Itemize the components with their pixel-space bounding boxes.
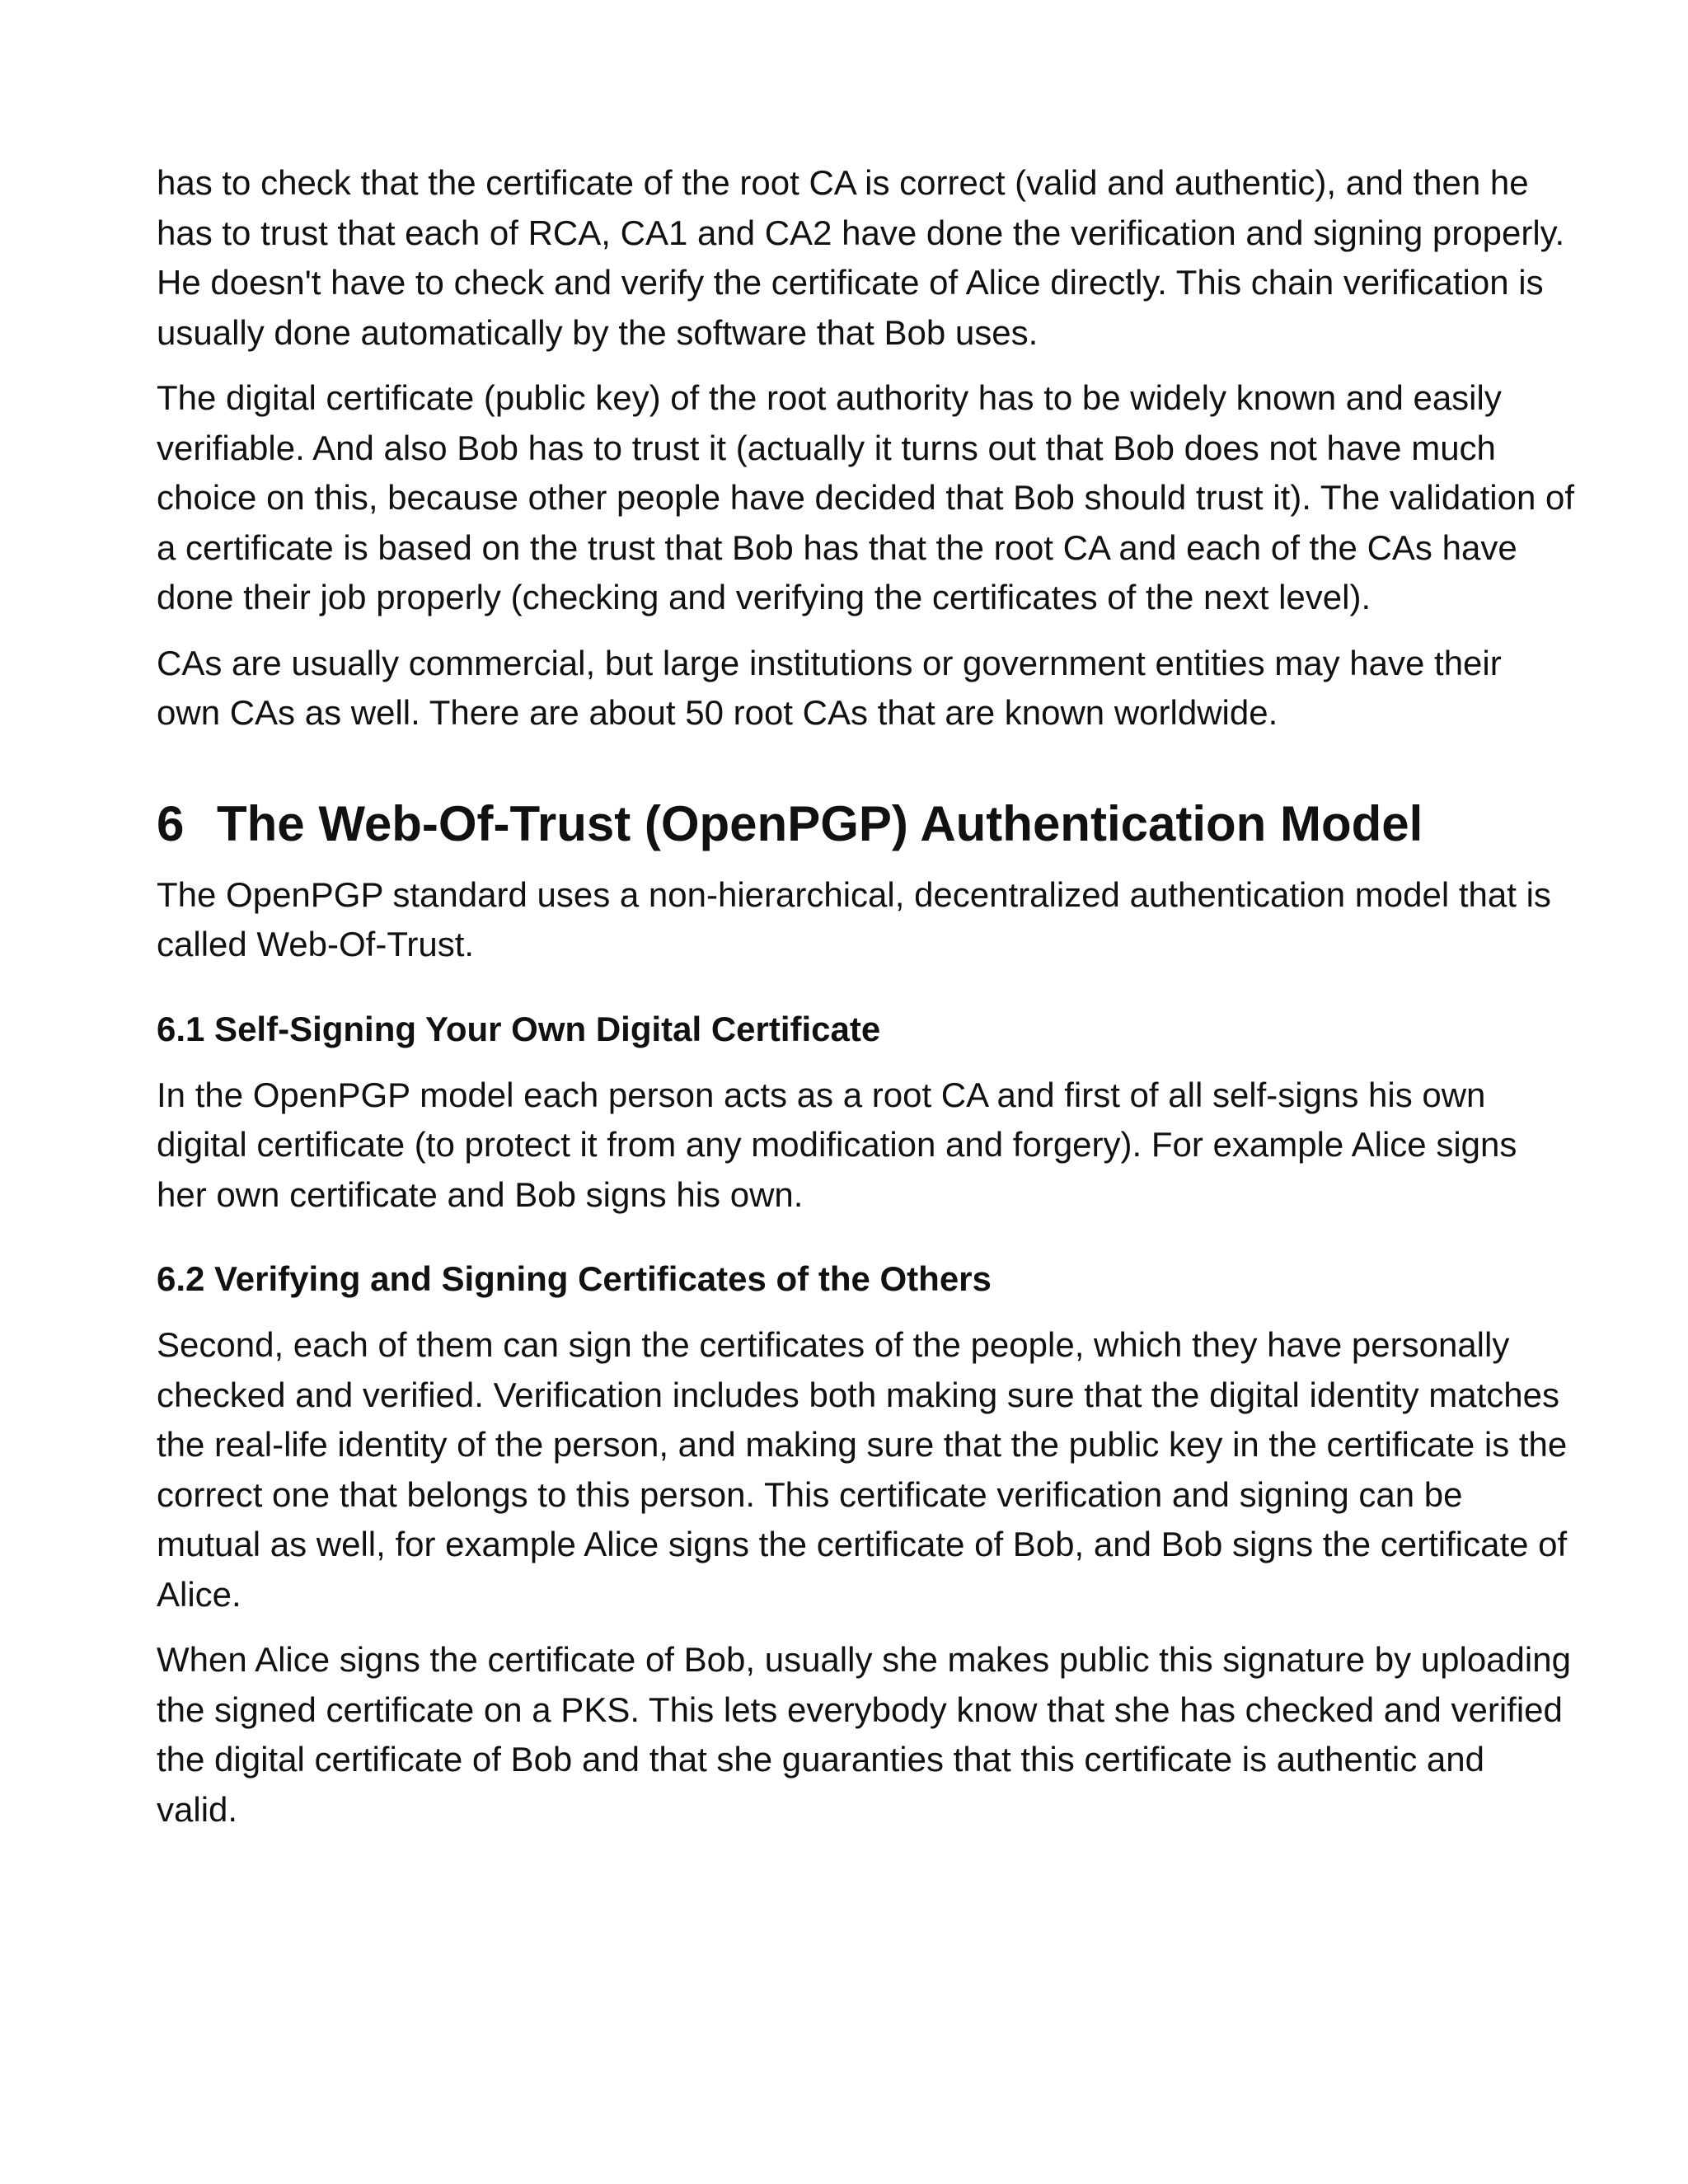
section-6-2-body-1: Second, each of them can sign the certificates of the people, which they have personally checked and verified. Verification includes both making sure that the digital identity matches the real-life identity of the person, and making sure that the public key in the certificate is the correct one that belongs to this person. This certificate verification and signing can be mutual as well, for example Alice signs the certificate of Bob, and Bob signs the certificate of Alice. <box>157 1325 1568 1614</box>
document-page <box>157 158 1574 1835</box>
section-6-heading <box>157 791 1574 857</box>
section-6-intro: The OpenPGP standard uses a non-hierarchical, decentralized authentication model that is called Web-Of-Trust. <box>157 874 1551 963</box>
section-6-1-body: In the OpenPGP model each person acts as a root CA and first of all self-signs his own digital certificate (to protect it from any modification and forgery). For example Alice signs her own certificate and Bob signs his own. <box>157 1075 1517 1214</box>
section-6-2-body-2: When Alice signs the certificate of Bob, usually she makes public this signature by uploading the signed certificate on a PKS. This lets everybody know that she has checked and verified the digital certificate of Bob and that she guaranties that this certificate is authentic and valid. <box>157 1640 1571 1829</box>
section-6-number: 6 <box>157 795 185 851</box>
section-6-title: The Web-Of-Trust (OpenPGP) Authentication Model <box>217 795 1423 851</box>
paragraph-chain-verification: has to check that the certificate of the root CA is correct (valid and authentic), and then he has to trust that each of RCA, CA1 and CA2 have done the verification and signing properly. He doesn't have to check and verify the certificate of Alice directly. This chain verification is usually done automatically by the software that Bob uses. <box>157 163 1565 352</box>
paragraph-root-authority: The digital certificate (public key) of the root authority has to be widely known and easily verifiable. And also Bob has to trust it (actually it turns out that Bob does not have much choice on this, because other people have decided that Bob should trust it). The validation of a certificate is based on the trust that Bob has that the root CA and each of the CAs have done their job properly (checking and verifying the certificates of the next level). <box>157 378 1575 616</box>
section-6-1-heading: 6.1 Self-Signing Your Own Digital Certificate <box>157 1009 881 1048</box>
paragraph-commercial-cas: CAs are usually commercial, but large institutions or government entities may have their own CAs as well. There are about 50 root CAs that are known worldwide. <box>157 643 1502 732</box>
section-6-2-heading: 6.2 Verifying and Signing Certificates of the Others <box>157 1259 992 1298</box>
